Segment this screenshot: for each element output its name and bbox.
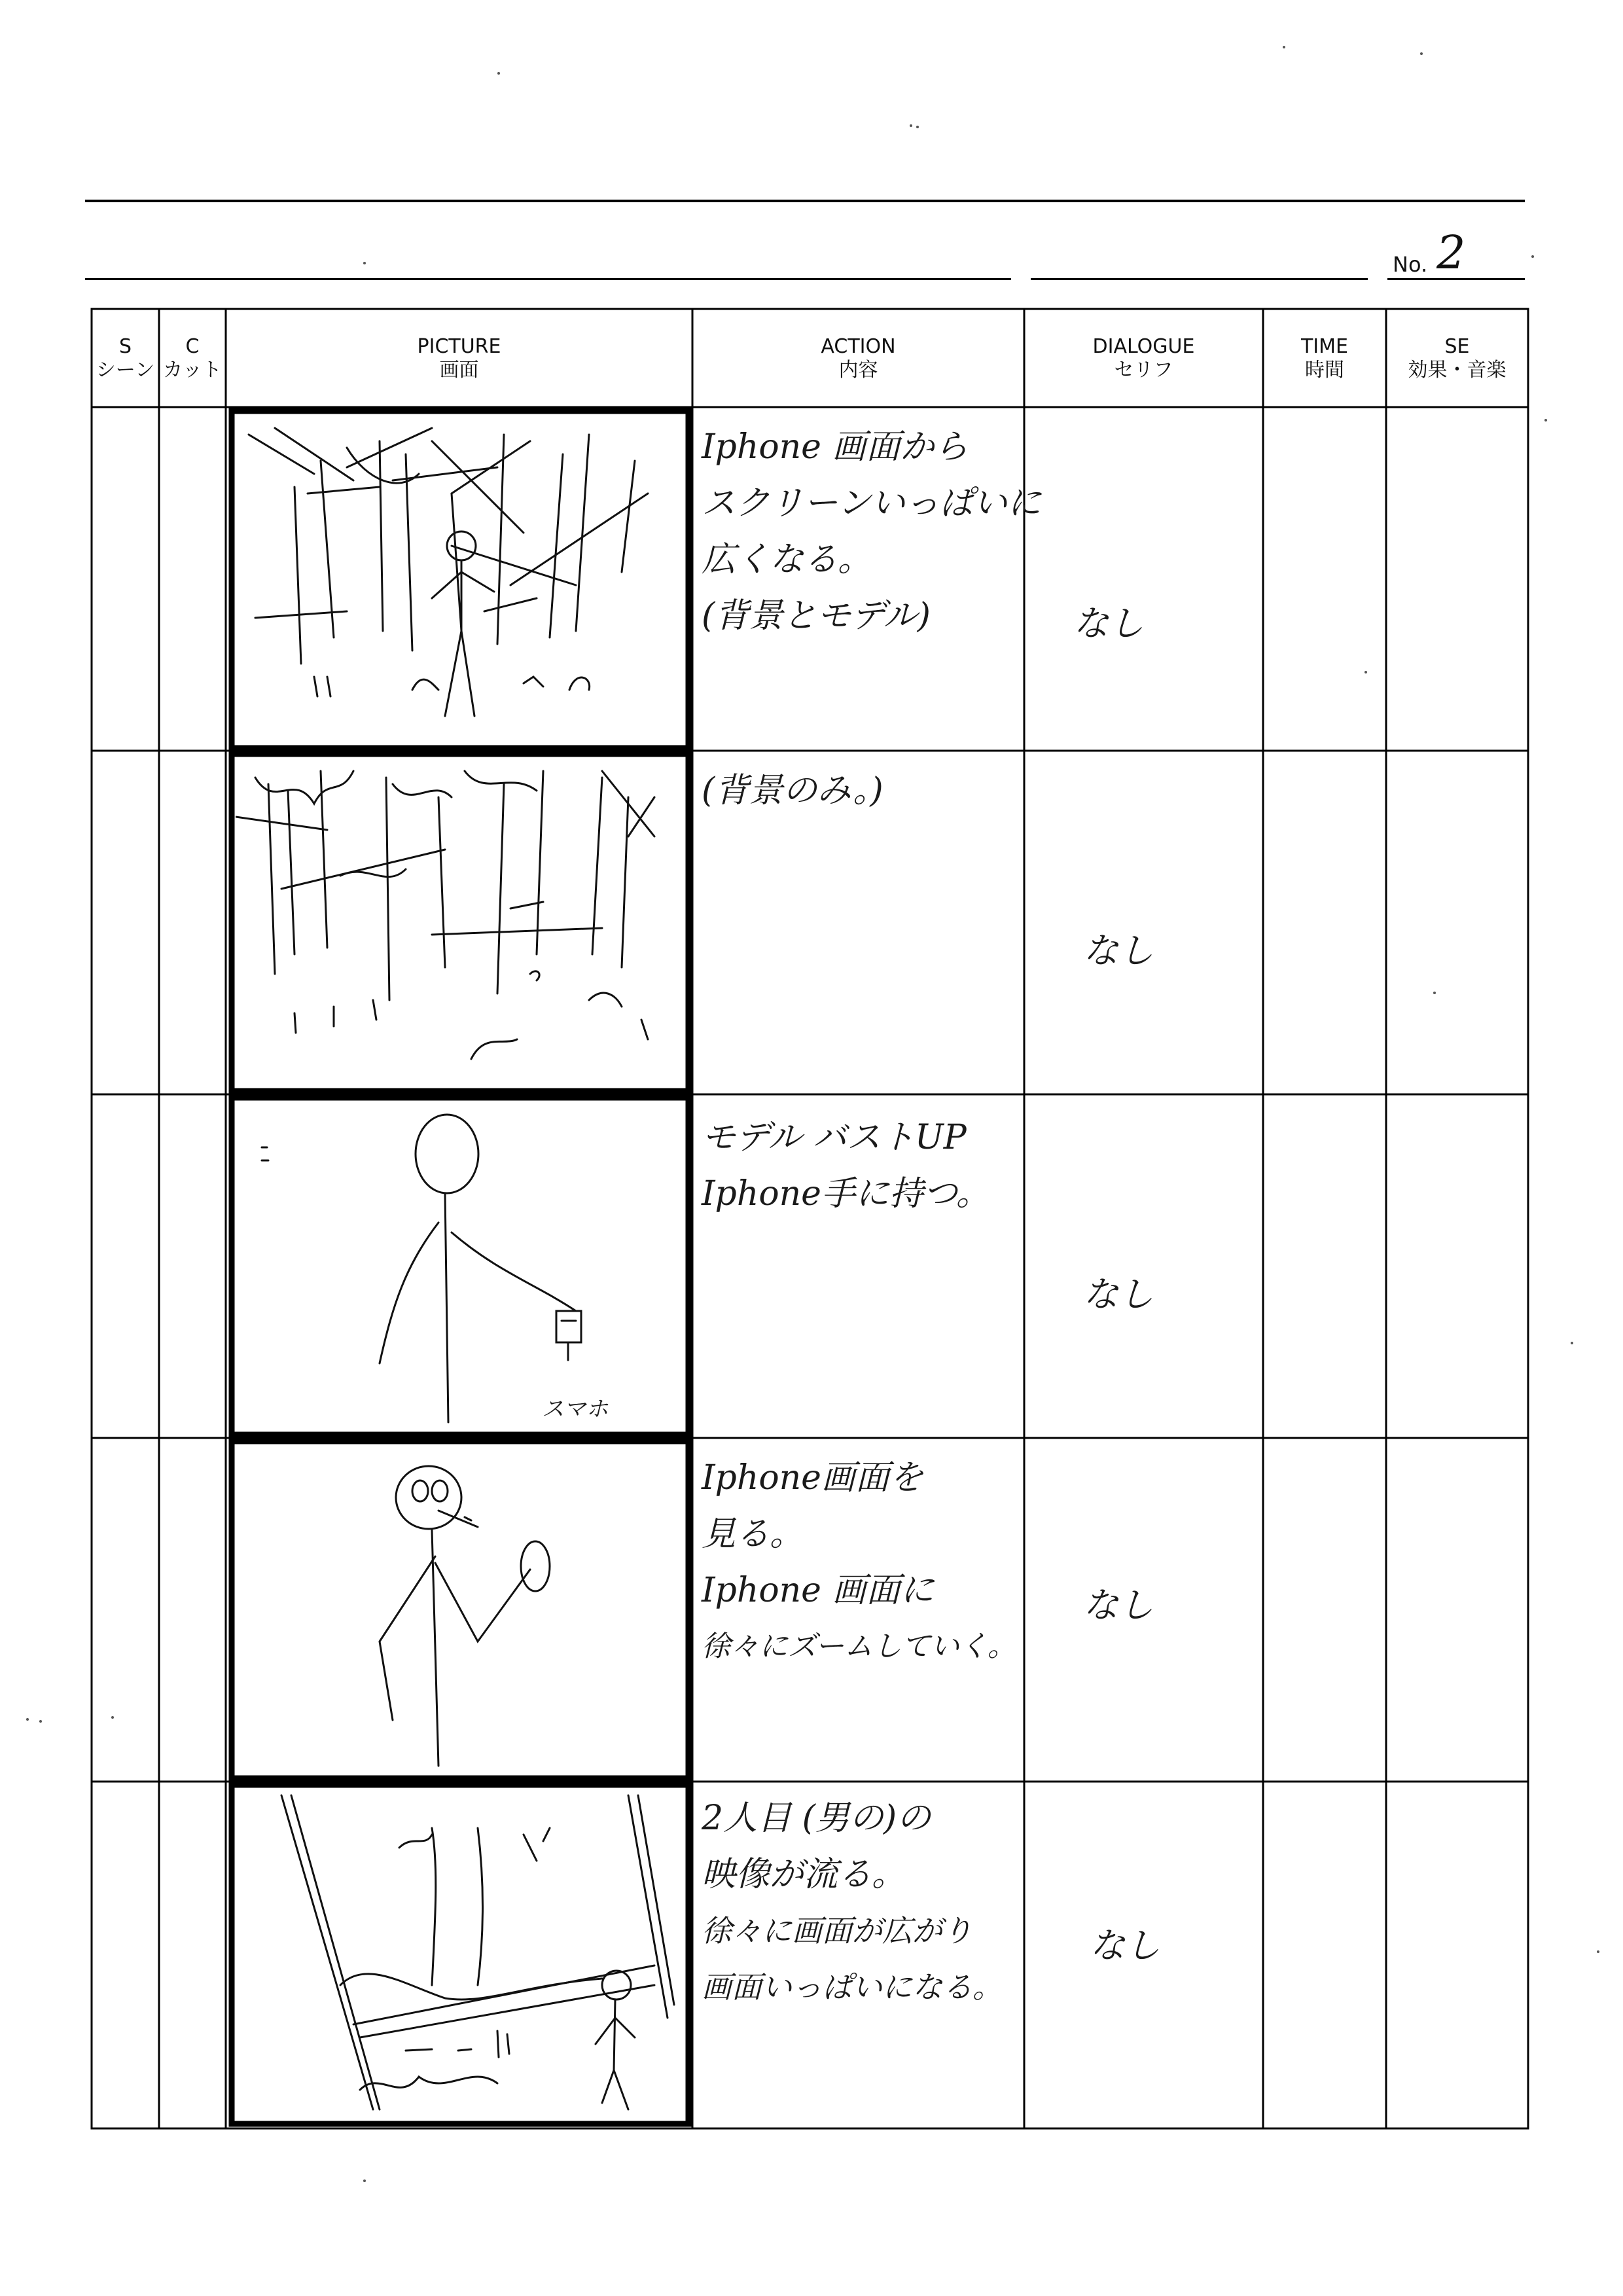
sketch-forest-background (236, 758, 685, 1087)
action-line: スクリーンいっぱいに (702, 484, 1041, 523)
action-line: Iphone手に持つ。 (702, 1174, 990, 1213)
header-time: TIME 時間 (1300, 335, 1348, 382)
action-line: 徐々に画面が広がり (702, 1913, 972, 1948)
action-line: Iphone 画面に (702, 1571, 935, 1610)
action-cell-3 (702, 1109, 990, 1222)
dialogue-cell-5: なし (1090, 1925, 1160, 1966)
action-cell-5 (702, 1790, 1003, 2015)
dialogue-cell-4: なし (1083, 1585, 1154, 1626)
action-line: 2人目 (男の)の (702, 1799, 931, 1838)
action-line: 見る。 (702, 1515, 804, 1554)
action-line: Iphone 画面から (702, 427, 969, 467)
action-line: 広くなる。 (702, 540, 872, 579)
sheet-number-value: 2 (1436, 226, 1466, 279)
sketch-model-looking-at-iphone (236, 1445, 685, 1774)
sheet-number-label: No. (1393, 252, 1428, 277)
action-line: (背景とモデル) (702, 596, 931, 636)
sketch-model-bust-up (236, 1102, 685, 1431)
sketch-second-person-footage (236, 1789, 685, 2120)
action-line: モデル バストUP (702, 1118, 967, 1157)
action-line: (背景のみ。) (702, 771, 883, 810)
header-dialogue: DIALOGUE セリフ (1092, 335, 1195, 382)
action-line: 徐々にズームしていく。 (702, 1630, 1016, 1663)
header-picture: PICTURE 画面 (417, 335, 501, 382)
action-line: 画面いっぱいになる。 (702, 1969, 1003, 2005)
action-cell-2 (702, 762, 883, 819)
dialogue-cell-1: なし (1073, 603, 1144, 644)
action-line: Iphone画面を (702, 1458, 923, 1498)
sketch-label-smartphone: スマホ (542, 1396, 609, 1422)
action-cell-4 (702, 1450, 1016, 1675)
action-line: 映像が流る。 (702, 1855, 906, 1894)
header-scene: S シーン (96, 335, 155, 382)
dialogue-cell-2: なし (1083, 930, 1154, 971)
header-se: SE 効果・音楽 (1408, 335, 1507, 382)
header-cut: C カット (163, 335, 222, 382)
action-cell-1 (702, 419, 1041, 644)
dialogue-cell-3: なし (1083, 1274, 1154, 1315)
sketch-forest-with-figure (236, 415, 685, 744)
header-action: ACTION 内容 (821, 335, 896, 382)
